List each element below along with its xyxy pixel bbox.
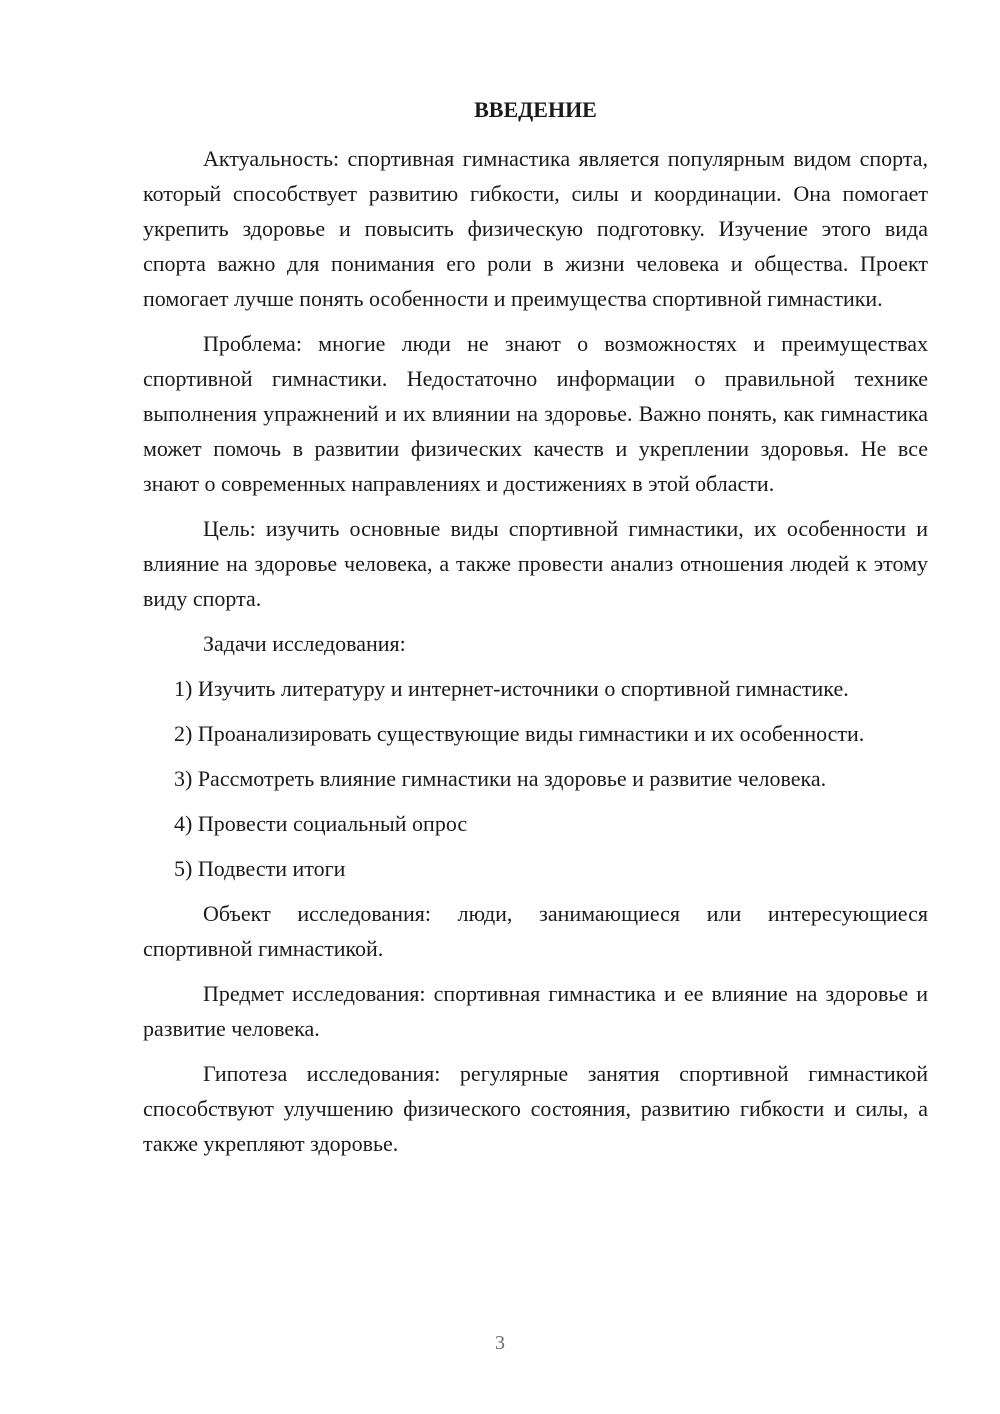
page-number: 3 bbox=[495, 1332, 505, 1354]
task-item-1: 1) Изучить литературу и интернет-источники о спортивной гимнастике. bbox=[174, 676, 849, 701]
object-paragraph: Объект исследования: люди, занимающиеся или интересующиеся спортивной гимнастикой. bbox=[143, 901, 928, 961]
task-item-4: 4) Провести социальный опрос bbox=[174, 811, 468, 836]
hypothesis-paragraph: Гипотеза исследования: регулярные занятия спортивной гимнастикой способствуют улучшению физического состояния, развитию гибкости и силы, а также укрепляют здоровье. bbox=[143, 1061, 928, 1156]
document-page bbox=[143, 92, 928, 1171]
problem-paragraph: Проблема: многие люди не знают о возможностях и преимуществах спортивной гимнастики. Недостаточно информации о правильной технике выполнения упражнений и их влиянии на здоровье. Важно понять, как гимнастика может помочь в развитии физических качеств и укреплении здоровья. Не все знают о современных направлениях и достижениях в этой области. bbox=[143, 331, 928, 496]
goal-paragraph: Цель: изучить основные виды спортивной гимнастики, их особенности и влияние на здоровье человека, а также провести анализ отношения людей к этому виду спорта. bbox=[143, 516, 928, 611]
tasks-heading: Задачи исследования: bbox=[203, 631, 406, 656]
task-item-2: 2) Проанализировать существующие виды гимнастики и их особенности. bbox=[174, 721, 865, 746]
relevance-paragraph: Актуальность: спортивная гимнастика является популярным видом спорта, который способствует развитию гибкости, силы и координации. Она помогает укрепить здоровье и повысить физическую подготовку. Изучение этого вида спорта важно для понимания его роли в жизни человека и общества. Проект помогает лучше понять особенности и преимущества спортивной гимнастики. bbox=[143, 146, 928, 311]
page-title: ВВЕДЕНИЕ bbox=[474, 97, 597, 122]
subject-paragraph: Предмет исследования: спортивная гимнастика и ее влияние на здоровье и развитие человека. bbox=[143, 981, 928, 1041]
task-item-5: 5) Подвести итоги bbox=[174, 856, 346, 881]
task-item-3: 3) Рассмотреть влияние гимнастики на здоровье и развитие человека. bbox=[174, 766, 827, 791]
